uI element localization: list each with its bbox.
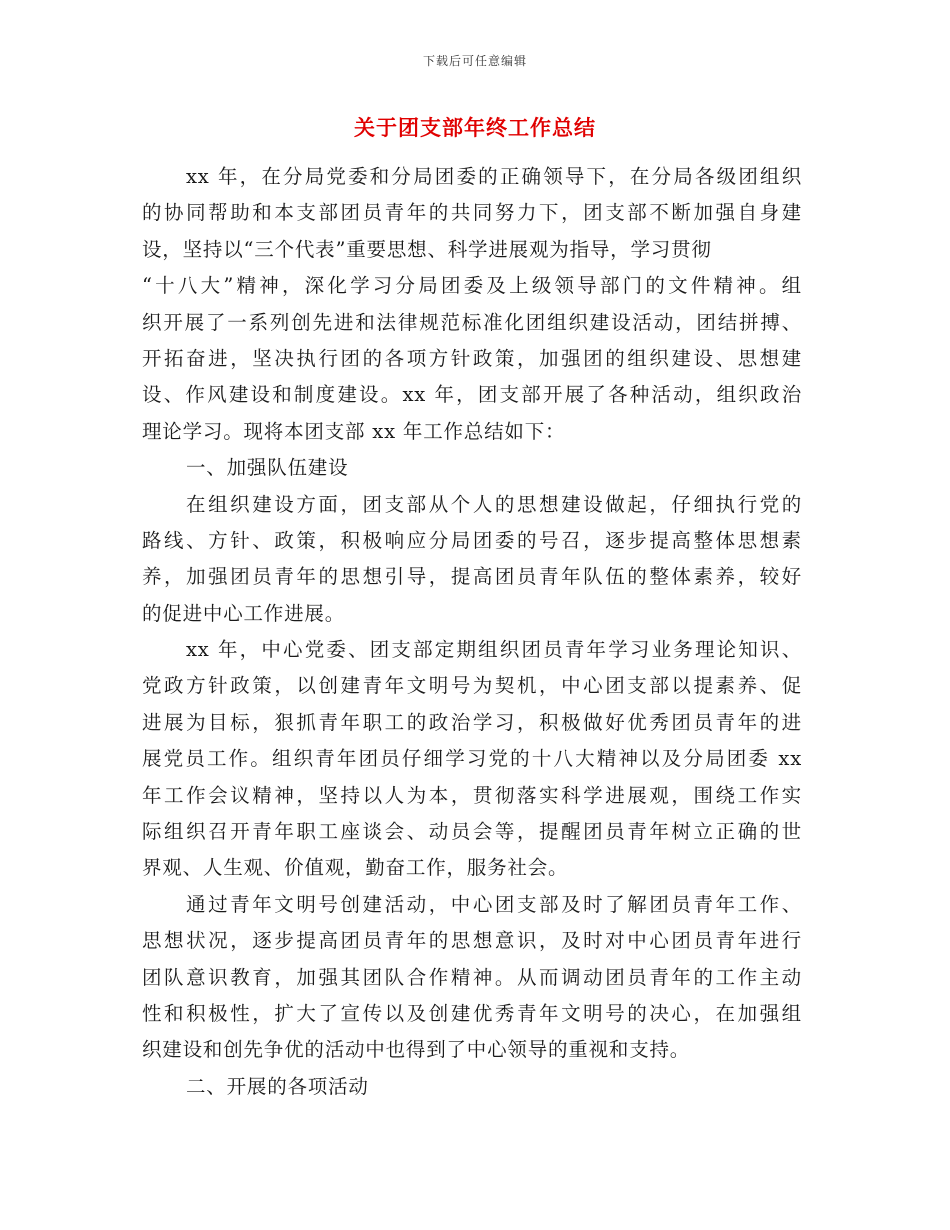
text-line: 通过青年文明号创建活动，中心团支部及时了解团员青年工作、 [186, 892, 802, 916]
text-line: 思想状况，逐步提高团员青年的思想意识，及时对中心团员青年进行 [142, 929, 802, 953]
text-line: 的促进中心工作进展。 [142, 601, 346, 625]
text-line: “十八大”精神，深化学习分局团委及上级领导部门的文件精神。组 [142, 274, 802, 298]
text-line: 设、作风建设和制度建设。xx 年，团支部开展了各种活动，组织政治 [142, 383, 802, 407]
header-note: 下载后可任意编辑 [422, 54, 527, 68]
text-line: 在组织建设方面，团支部从个人的思想建设做起，仔细执行党的 [186, 492, 802, 516]
text-line: 的协同帮助和本支部团员青年的共同努力下，团支部不断加强自身建 [142, 201, 802, 225]
text-line: 理论学习。现将本团支部 xx 年工作总结如下： [142, 419, 566, 443]
text-line: 开拓奋进，坚决执行团的各项方针政策，加强团的组织建设、思想建 [142, 346, 802, 370]
text-line: 织开展了一系列创先进和法律规范标准化团组织建设活动，团结拼搏、 [142, 310, 802, 334]
text-line: 性和积极性，扩大了宣传以及创建优秀青年文明号的决心，在加强组 [142, 1001, 802, 1025]
text-line: 际组织召开青年职工座谈会、动员会等，提醒团员青年树立正确的世 [142, 820, 802, 844]
text-line: 年工作会议精神，坚持以人为本，贯彻落实科学进展观，围绕工作实 [142, 783, 802, 807]
text-line: 路线、方针、政策，积极响应分局团委的号召，逐步提高整体思想素 [142, 528, 802, 552]
text-line: xx 年，在分局党委和分局团委的正确领导下，在分局各级团组织 [186, 165, 802, 188]
document-title: 关于团支部年终工作总结 [354, 116, 596, 140]
text-line: 养，加强团员青年的思想引导，提高团员青年队伍的整体素养，较好 [142, 565, 802, 589]
text-line: xx 年，中心党委、团支部定期组织团员青年学习业务理论知识、 [186, 638, 802, 662]
text-line: 团队意识教育，加强其团队合作精神。从而调动团员青年的工作主动 [142, 965, 802, 989]
text-line: 进展为目标，狠抓青年职工的政治学习，积极做好优秀团员青年的进 [142, 710, 802, 734]
text-line: 界观、人生观、价值观，勤奋工作，服务社会。 [142, 856, 569, 880]
text-line: 二、开展的各项活动 [186, 1074, 369, 1098]
text-line: 织建设和创先争优的活动中也得到了中心领导的重视和支持。 [142, 1038, 691, 1062]
document-body [142, 159, 802, 1105]
text-line: 设，坚持以“三个代表”重要思想、科学进展观为指导，学习贯彻 [142, 237, 712, 261]
text-line: 党政方针政策，以创建青年文明号为契机，中心团支部以提素养、促 [142, 674, 802, 698]
text-line: 展党员工作。组织青年团员仔细学习党的十八大精神以及分局团委 xx [142, 747, 802, 771]
text-line: 一、加强队伍建设 [186, 456, 349, 480]
